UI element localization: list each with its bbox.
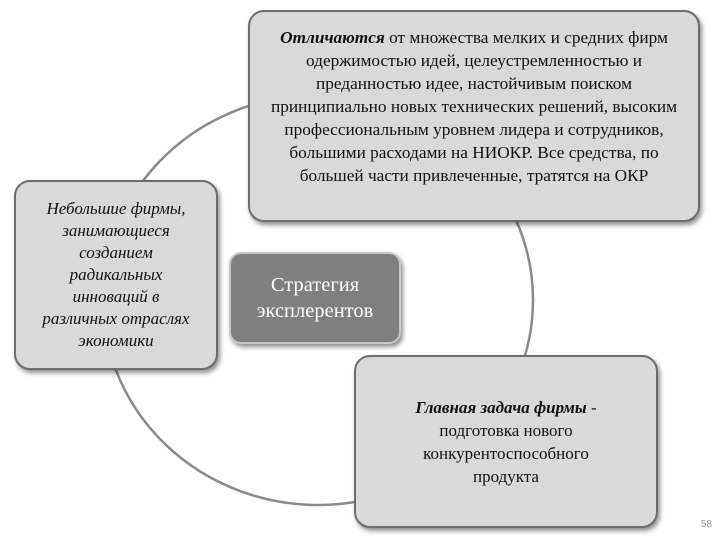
bottom-body: - подготовка нового конкурентоспособного продукта [423,397,597,486]
center-title-line2: эксплерентов [256,300,374,322]
left-line: инноваций в [72,287,160,306]
center-strategy-box [229,252,401,344]
top-emphasis: Отличаются [280,28,385,47]
left-description-text [42,198,189,352]
top-description-text [260,26,688,187]
center-title [257,272,374,324]
center-title-line1: Стратегия [270,274,360,296]
top-body: от множества мелких и средних фирм одержимостью идей, целеустремленностью и преданностью идее, настойчивым поиском принципиально новых технических решений, высоким профессиональным уровнем лидера и сотрудников, большими расходами на НИОКР. Все средства, по большей части привлеченные, тратятся на ОКР [270,28,678,185]
left-line: радикальных [69,265,163,284]
left-line: занимающиеся [62,221,170,240]
top-description-box [248,10,700,222]
left-description-box [14,180,218,370]
left-line: Небольшие фирмы, [46,199,186,218]
bottom-task-text [390,396,622,488]
bottom-task-box [354,355,658,528]
left-line: созданием [79,243,153,262]
left-line: экономики [78,331,154,350]
left-line: различных отраслях [42,309,190,328]
page-number: 58 [700,519,712,530]
bottom-emphasis: Главная задача фирмы [415,397,587,417]
